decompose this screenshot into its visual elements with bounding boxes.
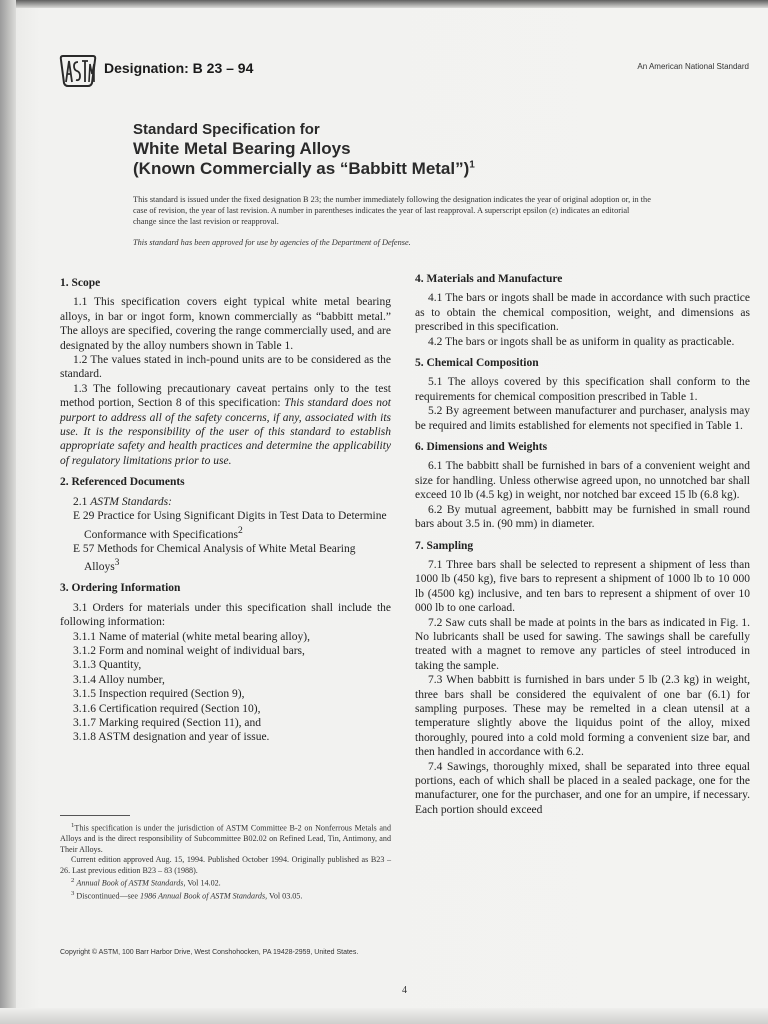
dod-approval-note: This standard has been approved for use by agencies of the Department of Defense. bbox=[133, 238, 411, 247]
footnote-text: , Vol 14.02. bbox=[183, 878, 221, 888]
title-footnote-mark: 1 bbox=[469, 159, 475, 171]
footnote-1 bbox=[60, 821, 391, 855]
paragraph-text: 2.1 bbox=[73, 495, 88, 508]
footnote-divider bbox=[60, 815, 130, 816]
section-heading: 5. Chemical Composition bbox=[415, 357, 539, 370]
list-item: 3.1.1 Name of material (white metal bearing alloy), bbox=[73, 630, 310, 643]
footnote-2 bbox=[60, 876, 391, 889]
footnote-3 bbox=[60, 889, 391, 902]
scan-bottom-edge bbox=[0, 1008, 768, 1024]
title-line-3-text: (Known Commercially as “Babbitt Metal”) bbox=[133, 158, 470, 178]
reference-text: E 29 Practice for Using Significant Digits in Test Data to Determine Conformance with Specifications bbox=[73, 510, 387, 541]
paragraph: 3.1 Orders for materials under this specification shall include the following information: bbox=[60, 601, 391, 629]
footnote-text: 1986 Annual Book of ASTM Standards bbox=[140, 892, 266, 902]
footnote-text: , Vol 03.05. bbox=[265, 892, 303, 902]
scan-top-shadow bbox=[0, 0, 768, 8]
paragraph bbox=[60, 382, 391, 468]
footnote-text: Annual Book of ASTM Standards bbox=[76, 878, 184, 888]
reference-text: E 57 Methods for Chemical Analysis of White Metal Bearing Alloys bbox=[73, 542, 356, 573]
section-heading: 3. Ordering Information bbox=[60, 582, 181, 595]
reference-item bbox=[73, 509, 391, 542]
document-title bbox=[133, 121, 475, 179]
section-heading: 6. Dimensions and Weights bbox=[415, 441, 548, 454]
title-line-2: White Metal Bearing Alloys bbox=[133, 138, 351, 158]
section-heading: 2. Referenced Documents bbox=[60, 476, 185, 489]
list-item: 3.1.7 Marking required (Section 11), and bbox=[73, 717, 261, 730]
footnote-mark: 2 bbox=[71, 877, 75, 885]
footnote-mark: 1 bbox=[71, 822, 75, 829]
section-heading: 1. Scope bbox=[60, 277, 101, 289]
astm-logo bbox=[59, 54, 97, 88]
right-column bbox=[415, 272, 750, 824]
list-item: 3.1.5 Inspection required (Section 9), bbox=[73, 688, 245, 701]
title-line-1: Standard Specification for bbox=[133, 121, 320, 138]
safety-caveat: This standard does not purport to address all of the safety concerns, if any, associated with its use. It is the responsibility of the user of this standard to establish appropriate safety and health practices and determine the applicability of regulatory limitations prior to use. bbox=[60, 397, 392, 467]
section-materials bbox=[415, 272, 750, 349]
list-item: 3.1.8 ASTM designation and year of issue. bbox=[73, 731, 270, 744]
paragraph: 5.2 By agreement between manufacturer and purchaser, analysis may be required and limits established for elements not specified in Table 1. bbox=[415, 405, 750, 432]
paragraph: 7.1 Three bars shall be selected to represent a shipment of less than 1000 lb (450 kg), five bars to represent a shipment of 1000 lb to 10 000 lb (4500 kg) inclusive, and ten bars to represent a shipment of over 10 000 lb to one carload. bbox=[415, 558, 750, 615]
paragraph: 7.3 When babbitt is furnished in bars under 5 lb (2.3 kg) in weight, three bars shall be considered the equivalent of one bar (6.1) for sampling purposes. These may be remelted in a clean utensil at a temperature slightly above the liquidus point of the alloy, mixed thoroughly, poured into a cold mold forming a convenient size bar, and then handled in accordance with 6.2. bbox=[415, 674, 750, 759]
paragraph: 6.1 The babbitt shall be furnished in bars of a convenient weight and size for handling. Unless otherwise agreed upon, no unnotched bar shall exceed 10 lb (4.5 kg) in weight, nor notched bar exceed 15 lb (6.8 kg). bbox=[415, 460, 750, 502]
section-ordering-information bbox=[60, 581, 391, 744]
list-item: 3.1.4 Alloy number, bbox=[73, 673, 165, 686]
list-item: 3.1.2 Form and nominal weight of individual bars, bbox=[73, 645, 305, 657]
section-scope bbox=[60, 276, 391, 468]
reference-item bbox=[73, 542, 391, 575]
paragraph: 5.1 The alloys covered by this specification shall conform to the requirements for chemical composition prescribed in Table 1. bbox=[415, 376, 750, 403]
copyright-line: Copyright © ASTM, 100 Barr Harbor Drive, West Conshohocken, PA 19428-2959, United States. bbox=[60, 949, 359, 956]
section-chemical-composition bbox=[415, 356, 750, 433]
list-item: 3.1.3 Quantity, bbox=[73, 659, 142, 672]
footnote-text: Discontinued—see bbox=[76, 892, 141, 902]
paragraph bbox=[60, 495, 391, 509]
paragraph-text: 1.3 The following precautionary caveat pertains only to the test method portion, Section 8 of this specification: bbox=[60, 382, 391, 410]
scan-left-edge bbox=[0, 0, 16, 1024]
footnotes bbox=[60, 815, 391, 903]
section-heading: 7. Sampling bbox=[415, 539, 474, 552]
page-number: 4 bbox=[402, 985, 407, 996]
list-item: 3.1.6 Certification required (Section 10), bbox=[73, 702, 261, 715]
designation: Designation: B 23 – 94 bbox=[104, 60, 254, 76]
astm-standards-label: ASTM Standards: bbox=[90, 495, 172, 508]
paragraph: 1.2 The values stated in inch-pound units are to be considered as the standard. bbox=[60, 354, 391, 381]
issue-note: This standard is issued under the fixed designation B 23; the number immediately following the designation indicates the year of original adoption or, in the case of revision, the year of last revision. A number in parentheses indicates the year of last reapproval. A superscript epsilon (ε) indicates an editorial change since the last revision or reapproval. bbox=[133, 195, 651, 227]
section-sampling bbox=[415, 539, 750, 818]
paragraph: 7.2 Saw cuts shall be made at points in the bars as indicated in Fig. 1. No lubricants shall be used for sawing. The sawings shall be carefully treated with a magnet to remove any particles of steel introduced in taking the sample. bbox=[415, 616, 750, 672]
paragraph: 6.2 By mutual agreement, babbitt may be furnished in small round bars about 3.5 in. (90 mm) in diameter. bbox=[415, 503, 750, 531]
footnote-mark: 3 bbox=[114, 557, 120, 569]
paragraph: 4.1 The bars or ingots shall be made in accordance with such practice as to obtain the chemical composition, weight, and dimensions as prescribed in this specification. bbox=[415, 292, 750, 334]
paragraph: 4.2 The bars or ingots shall be as uniform in quality as practicable. bbox=[428, 335, 735, 348]
section-heading: 4. Materials and Manufacture bbox=[415, 273, 563, 285]
american-national-standard-label: An American National Standard bbox=[637, 62, 749, 71]
title-line-3 bbox=[133, 159, 475, 179]
footnote-mark: 2 bbox=[237, 524, 243, 536]
footnote-text: This specification is under the jurisdiction of ASTM Committee B-2 on Nonferrous Metals and Alloys and is the direct responsibility of Subcommittee B02.02 on Refined Lead, Tin, Antimony, and Their Alloys. bbox=[60, 823, 391, 854]
paragraph: 1.1 This specification covers eight typical white metal bearing alloys, in bar or ingot form, known commercially as “babbitt metal.” The alloys are specified, covering the range commercially used, and are designated by the alloy numbers shown in Table 1. bbox=[60, 296, 391, 352]
section-dimensions bbox=[415, 440, 750, 531]
footnote-1-edition: Current edition approved Aug. 15, 1994. Published October 1994. Originally published as B23 – 26. Last previous edition B23 – 83 (1988). bbox=[60, 855, 391, 875]
section-referenced-documents bbox=[60, 475, 391, 574]
left-column bbox=[60, 276, 391, 752]
footnote-mark: 3 bbox=[71, 890, 75, 898]
paragraph: 7.4 Sawings, thoroughly mixed, shall be separated into three equal portions, each of which shall be placed in a sealed package, one for the manufacturer, one for the purchaser, and one for an umpire, if necessary. Each portion should exceed bbox=[415, 760, 750, 816]
